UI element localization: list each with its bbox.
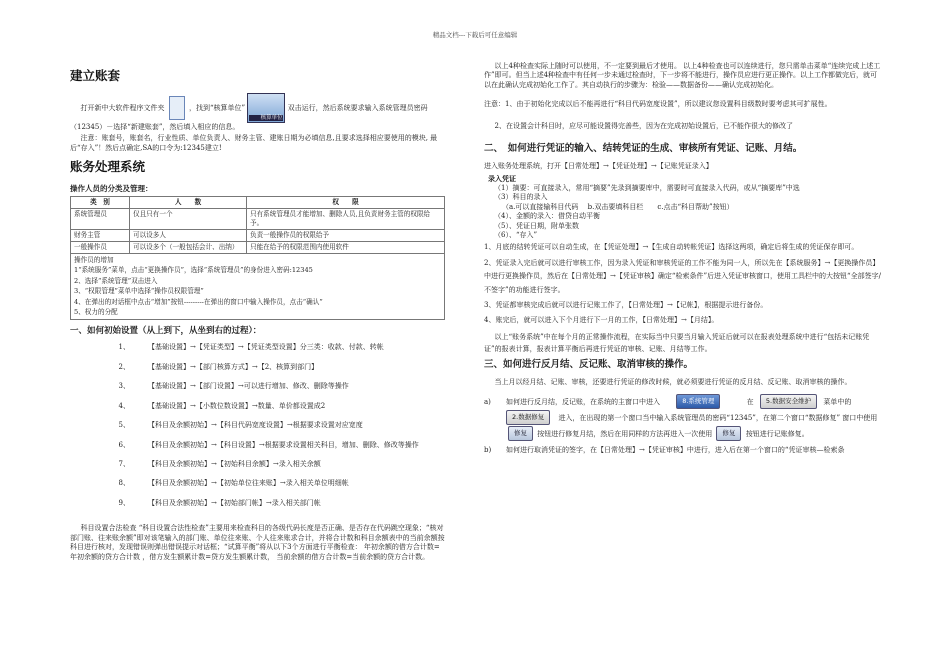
list-item: 4、账完后，就可以进入下个月进行下一月的工作，【日常处理】→【月结】。 [484,316,719,325]
left-column [70,58,445,564]
table-row [71,209,445,230]
data-safety-button[interactable]: 5.数据安全维护 [760,394,817,409]
subtitle-operators: 操作人员的分类及管理： [70,184,153,194]
entry-item: （5）、凭证日期，附单张数 [494,221,579,230]
list-item: 3、凭证都审核完成后就可以进行记账工作了，【日常处理】→【记帐】，根据提示进行备份。 [484,300,768,309]
entry-title: 录入凭证 [488,174,516,184]
list-item: 5、 【科目及余额初始】→【科目代码宽度设置】→根据要求设置对应宽度 [118,421,363,430]
paragraph-checks: 以上4种检查实际上随时可以使用，不一定要到最后才使用。 以上4种检查也可以连续进行，您只需单击菜单“连续完成上述工作”即可。但当上述4种检查中有任何一步未通过检查时，下一步将不能进行，操作员应进行更正操作。以上工作都做完后，就可以在此确认完成初始化工作了。其自动执行的步骤为：检验——数据备份——确认完成初始化。 [484,62,881,89]
table-row [71,229,445,241]
table-cell: 只有系统管理员才能增加、删除人员,且负责财务主管的权限给予。 [247,209,445,230]
table-cell: 一般操作员 [71,241,130,253]
folder-icon [169,96,185,120]
note-line: 3、“权限管理”菜单中选择“操作员权限管理” [74,287,204,296]
table-notes-row [71,253,445,319]
list-item: 4、 【基础设置】→【小数位数设置】→数量、单价都设置成2 [118,401,326,410]
table-cell: 可以设多个（一般包括会计、出纳） [130,241,247,253]
item-b [484,446,882,455]
note-line: 操作员的增加 [74,255,114,264]
accounting-unit-icon[interactable]: 核算单位 [247,93,285,123]
note-line: 5、权力的分配 [74,308,118,317]
entry-item: （6）、“存入” [494,231,538,240]
operator-table [70,196,445,320]
table-notes-cell [71,253,445,319]
table-header: 权 限 [247,197,445,209]
list-item: 7、 【科目及余额初始】→【初始科目余额】→录入相关余额 [118,460,321,469]
repair-button-2[interactable]: 修复 [716,426,741,441]
paragraph-enter-system: 进入账务处理系统，打开【日常处理】→【凭证处理】→【记账凭证录入】 [484,162,713,170]
setup-steps [70,343,445,508]
section-title-vouchers: 二、 如何进行凭证的输入、结转凭证的生成、审核所有凭证、记账、月结。 [484,143,803,155]
note-line: 1“系统服务”菜单，点击“更换操作员”，选择“系统管理员”的身份进入密码:12345 [74,266,313,275]
table-header: 类 别 [71,197,130,209]
repair-button-1[interactable]: 修复 [508,426,533,441]
paragraph-note: 注意：账套号，账套名，行业性质、单位负责人、财务主管、建账日期为必填信息,且要求选择相应要使用的模块, 最后“存入”！然后点确定,SA的口令为:12345建立! [70,134,438,152]
subtitle-initial-setup: 一、如何初始设置（从上到下，从坐到右的过程）： [70,325,262,336]
table-header-row [71,197,445,209]
item-a-label: a) [484,397,491,406]
section-title-reverse: 三、如何进行反月结、反记账、取消审核的操作。 [484,359,694,371]
paragraph-open-program: 打开新中大软件程序文件夹 ，找到“核算单位” 核算单位 双击运行，然后系统要求输入系统管理员密码（12345）－选择“新建账套”，然后填入相应的信息。 [70,93,445,132]
list-item: 6、 【科目及余额初始】→【科目设置】→根据要求设置相关科目，增加、删除、修改等操作 [118,440,419,449]
page-header: 精品文档---下载后可任意编辑 [432,31,518,39]
paragraph-reverse: 当上月以经月结、记账、审核，还要进行凭证的修改时候，就必须要进行凭证的反月结、反记账、取消审核的操作。 [494,378,852,387]
right-column [484,62,882,455]
data-repair-button[interactable]: 2.数据修复 [506,410,550,425]
list-item: 3、 【基础设置】→【部门设置】→可以进行增加、修改、删除等操作 [118,382,349,391]
entry-item: （1）摘要：可直接录入，常用“摘要”先录到摘要库中，需要时可直接录入代码，或从“摘要库”中选 [494,183,800,192]
item-a-body: 如何进行反月结，反记账，在系统的主窗口中进入 8.系统管理 在 5.数据安全维护 菜单中的 2.数据修复 进入，在出现的第一个窗口当中输入系统管理员的密码“12345”，在第二个窗口“数据修复” 窗口中使用 修复 按钮进行修复月结，然后在用同样的方法再进入一次使用 修复 按钮进行记账修复。 [506,394,882,442]
item-b-label: b) [484,446,492,455]
paragraph-validity-check: 科目设置合法检查 “科目设置合法性检查”主要用来检查科目的各级代码长度是否正确、是否存在代码跳空现象；“核对部门账、往来账余额”即对该笔输入的部门账、单位往来账、个人往来账求合计，并将合计数和科目余额表中的当前余额按科目进行核对，发现错误则弹出错误提示对话框；“试算平衡”将从以下3个方面进行平衡检查： 年初余额的借方合计数=年初余额的贷方合计数 ，借方发生额累计数=贷方发生额累计数， 当前余额的借方合计数=当前余额的贷方合计数。 [70,524,445,561]
section-title-accounting: 账务处理系统 [70,159,146,175]
item-a [484,394,882,442]
table-cell: 只能在给予的权限范围内使用软件 [247,241,445,253]
list-item: 9、 【科目及余额初始】→【初始部门帐】→录入相关部门帐 [118,498,321,507]
item-b-text: 如何进行取消凭证的签字，在【日常处理】→【凭证审核】中进行，进入后在第一个窗口的“凭证审核—检索条 [506,446,845,455]
note-line: 2、选择“系统管理”双击进入 [74,276,158,285]
note-1: 注意：1、由于初始化完成以后不能再进行“科目代码宽度设置”，所以建议您设置科目级数时要考虑其可扩展性。 [484,100,832,109]
table-header: 人 数 [130,197,247,209]
list-item: 8、 【科目及余额初始】→【初始单位往来账】→录入相关单位明细帐 [118,479,349,488]
table-cell: 仅且只有一个 [130,209,247,230]
list-item: 1、 【基础设置】→【凭证类型】→【凭证类型设置】分三类：收款、付款、转帐 [118,343,384,352]
list-item: 1、月底的结转凭证可以自动生成，在【凭证处理】→【生成自动转帐凭证】选择这两项，确定后将生成的凭证保存即可。 [484,242,859,251]
paragraph-accounts: 以上“账务系统”中在每个月的正常操作流程，在实际当中只要当月输入凭证后就可以在报表处理系统中进行“包括未记账凭证”的报表计算，报表计算平衡后再进行凭证的审核、记账、月结等工作。 [484,332,870,353]
note-line: 4、在弹出的对话框中点击“增加”按钮---------在弹出的窗口中输入操作员，点击“确认” [74,297,323,306]
entry-item: （4）、金额的录入：借贷自动平衡 [494,212,600,221]
table-cell: 财务主管 [71,229,130,241]
list-item: 2、 【基础设置】→【部门核算方式】→【2、核算到部门】 [118,362,319,371]
list-item: 2、凭证录入完后就可以进行审核工作，因为录入凭证和审核凭证的工作不能为同一人，所以先在【系统服务】→【更换操作员】中进行更换操作员，然后在【日常处理】→【凭证审核】确定“检索条件”后进入凭证审核窗口，使用工具栏中的大按钮“全部签字/不签字”的功能进行签字。 [484,258,881,294]
section-title-build-account: 建立账套 [70,68,121,83]
system-management-button[interactable]: 8.系统管理 [676,394,720,409]
table-cell: 负责一般操作员的权限给予 [247,229,445,241]
table-cell: 系统管理员 [71,209,130,230]
note-2: 2、在设置会计科目时，应尽可能设置得完善些，因为在完成初始设置后，已不能作很大的修改了 [494,121,793,130]
entry-item: （a.可以直接输科目代码 b.双击要填科目栏 c.点击“科目帮助”按钮） [502,202,734,211]
entry-item: （3）科目的录入 [494,193,548,202]
table-cell: 可以设多人 [130,229,247,241]
table-row [71,241,445,253]
